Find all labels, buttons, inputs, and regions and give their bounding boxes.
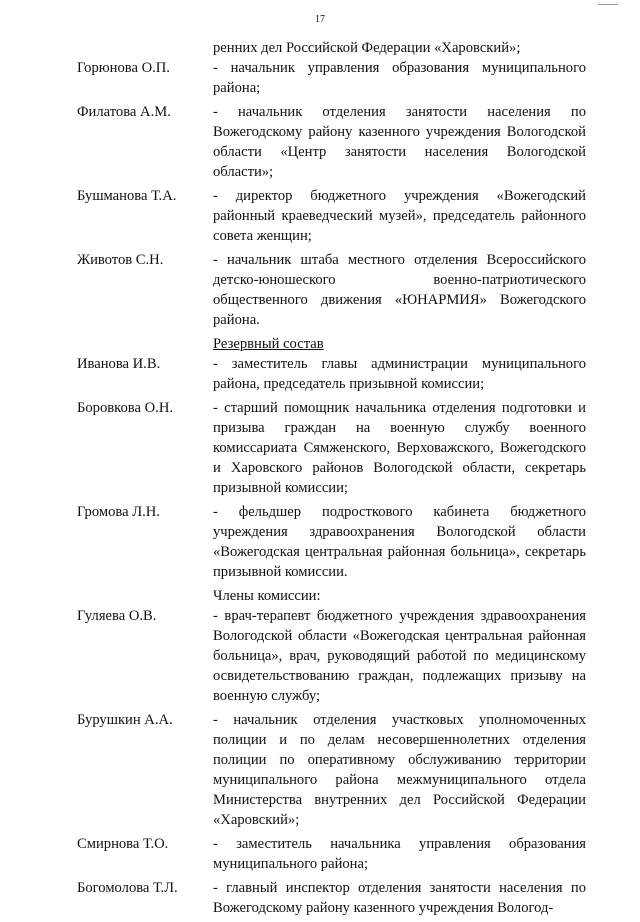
commission-members-heading: Члены комиссии:: [213, 588, 321, 604]
member-entry: [0, 710, 640, 830]
reserve-members-list: [0, 354, 640, 586]
member-entry: [0, 186, 640, 246]
member-name: Иванова И.В.: [77, 356, 161, 372]
member-position: - главный инспектор отделения занятости населения по Вожегодскому району казенного учреждения Вологод-: [213, 880, 586, 916]
member-name: Гуляева О.В.: [77, 608, 157, 624]
member-name: Горюнова О.П.: [77, 60, 170, 76]
member-entry: [0, 878, 640, 918]
page-number: 17: [315, 14, 325, 25]
member-position: - начальник отделения участковых уполномоченных полиции и по делам несовершеннолетних отделения полиции по оперативному обслуживанию территории муниципального района межмуниципального отдела Министерства внутренних дел Российской Федерации «Харовский»;: [213, 712, 586, 828]
member-name: Боровкова О.Н.: [77, 400, 174, 416]
member-entry: [0, 502, 640, 582]
member-name: Животов С.Н.: [77, 252, 164, 268]
member-name: Смирнова Т.О.: [77, 836, 169, 852]
member-entry: [0, 354, 640, 394]
member-name: Филатова А.М.: [77, 104, 171, 120]
member-position: - фельдшер подросткового кабинета бюджетного учреждения здравоохранения Вологодской области «Вожегодская центральная районная больница», секретарь призывной комиссии.: [213, 504, 586, 580]
document-body: [0, 38, 640, 922]
member-position: - начальник отделения занятости населения по Вожегодскому району казенного учреждения Вологодской области «Центр занятости населения Вологодской области»;: [213, 104, 586, 180]
member-name: Богомолова Т.Л.: [77, 880, 178, 896]
reserve-heading: Резервный состав: [213, 336, 324, 352]
member-name: Бушманова Т.А.: [77, 188, 177, 204]
member-entry: [0, 398, 640, 498]
member-entry: [0, 834, 640, 874]
member-entry: [0, 102, 640, 182]
member-entry: [0, 606, 640, 706]
member-entry: [0, 250, 640, 330]
member-entry: [0, 58, 640, 98]
member-position: - директор бюджетного учреждения «Вожегодский районный краеведческий музей», председатель районного совета женщин;: [213, 188, 586, 244]
member-position: - начальник управления образования муниципального района;: [213, 60, 586, 96]
member-position: - старший помощник начальника отделения подготовки и призыва граждан на военную службу военного комиссариата Сямженского, Верховажского, Вожегодского и Харовского районов Вологодской области, секретарь призывной комиссии;: [213, 400, 586, 496]
member-position: - заместитель главы администрации муниципального района, председатель призывной комиссии;: [213, 356, 586, 392]
member-position: - врач-терапевт бюджетного учреждения здравоохранения Вологодской области «Вожегодская центральная районная больница», врач, руководящий работой по медицинскому освидетельствованию граждан, подлежащих призыву на военную службу;: [213, 608, 586, 704]
scan-corner-mark: [598, 0, 618, 5]
member-name: Громова Л.Н.: [77, 504, 160, 520]
main-members-list: [0, 58, 640, 334]
commission-members-list: [0, 606, 640, 922]
member-position: - заместитель начальника управления образования муниципального района;: [213, 836, 586, 872]
member-position: - начальник штаба местного отделения Всероссийского детско-юношеского военно-патриотического общественного движения «ЮНАРМИЯ» Вожегодского района.: [213, 252, 586, 328]
continuation-text: ренних дел Российской Федерации «Харовский»;: [213, 40, 521, 56]
member-name: Бурушкин А.А.: [77, 712, 173, 728]
